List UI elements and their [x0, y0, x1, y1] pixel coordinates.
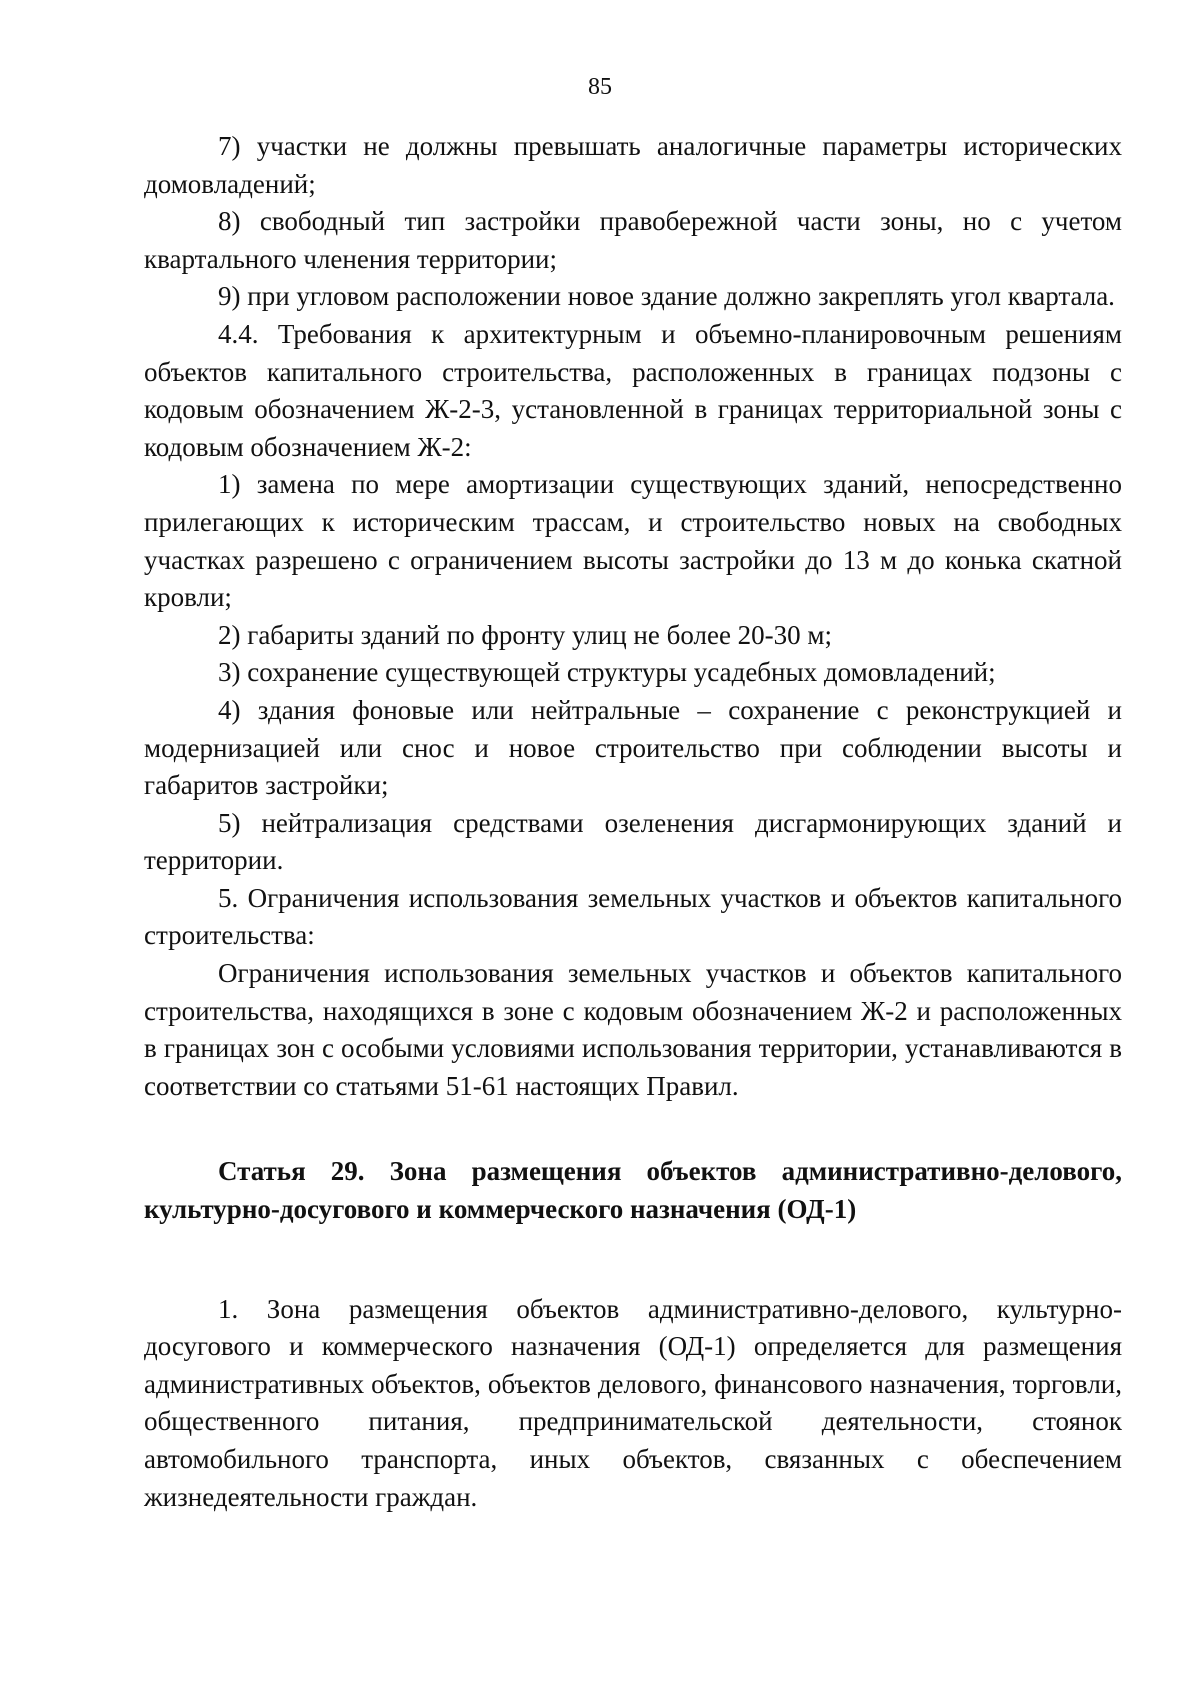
paragraph: 1) замена по мере амортизации существующих зданий, непосредственно прилегающих к историческим трассам, и строительство новых на свободных участках разрешено с ограничением высоты застройки до 13 м до конька скатной кровли;: [144, 469, 1122, 613]
paragraph: 5) нейтрализация средствами озеленения дисгармонирующих зданий и территории.: [144, 807, 1122, 876]
paragraph: 5. Ограничения использования земельных участков и объектов капитального строительства:: [144, 882, 1122, 951]
paragraph: 3) сохранение существующей структуры усадебных домовладений;: [218, 657, 996, 688]
article-heading: Статья 29. Зона размещения объектов административно-делового, культурно-досугового и коммерческого назначения (ОД-1): [144, 1156, 1122, 1225]
document-body: [144, 128, 1122, 1516]
paragraph: Ограничения использования земельных участков и объектов капитального строительства, находящихся в зоне с кодовым обозначением Ж-2 и расположенных в границах зон с особыми условиями использования территории, устанавливаются в соответствии со статьями 51-61 настоящих Правил.: [144, 958, 1122, 1101]
paragraph: 7) участки не должны превышать аналогичные параметры исторических домовладений;: [144, 131, 1122, 199]
page-number: 85: [588, 74, 612, 100]
paragraph: 4) здания фоновые или нейтральные – сохранение с реконструкцией и модернизацией или снос и новое строительство при соблюдении высоты и габаритов застройки;: [144, 694, 1122, 801]
paragraph: 8) свободный тип застройки правобережной части зоны, но с учетом квартального членения территории;: [144, 206, 1122, 274]
paragraph: 9) при угловом расположении новое здание должно закреплять угол квартала.: [218, 281, 1115, 312]
paragraph: 2) габариты зданий по фронту улиц не более 20-30 м;: [218, 619, 833, 650]
paragraph: 1. Зона размещения объектов административно-делового, культурно-досугового и коммерческого назначения (ОД-1) определяется для размещения административных объектов, объектов делового, финансового назначения, торговли, общественного питания, предпринимательской деятельности, стоянок автомобильного транспорта, иных объектов, связанных с обеспечением жизнедеятельности граждан.: [144, 1293, 1122, 1512]
paragraph: 4.4. Требования к архитектурным и объемно-планировочным решениям объектов капитального строительства, расположенных в границах подзоны с кодовым обозначением Ж-2-3, установленной в границах территориальной зоны с кодовым обозначением Ж-2:: [144, 318, 1122, 462]
